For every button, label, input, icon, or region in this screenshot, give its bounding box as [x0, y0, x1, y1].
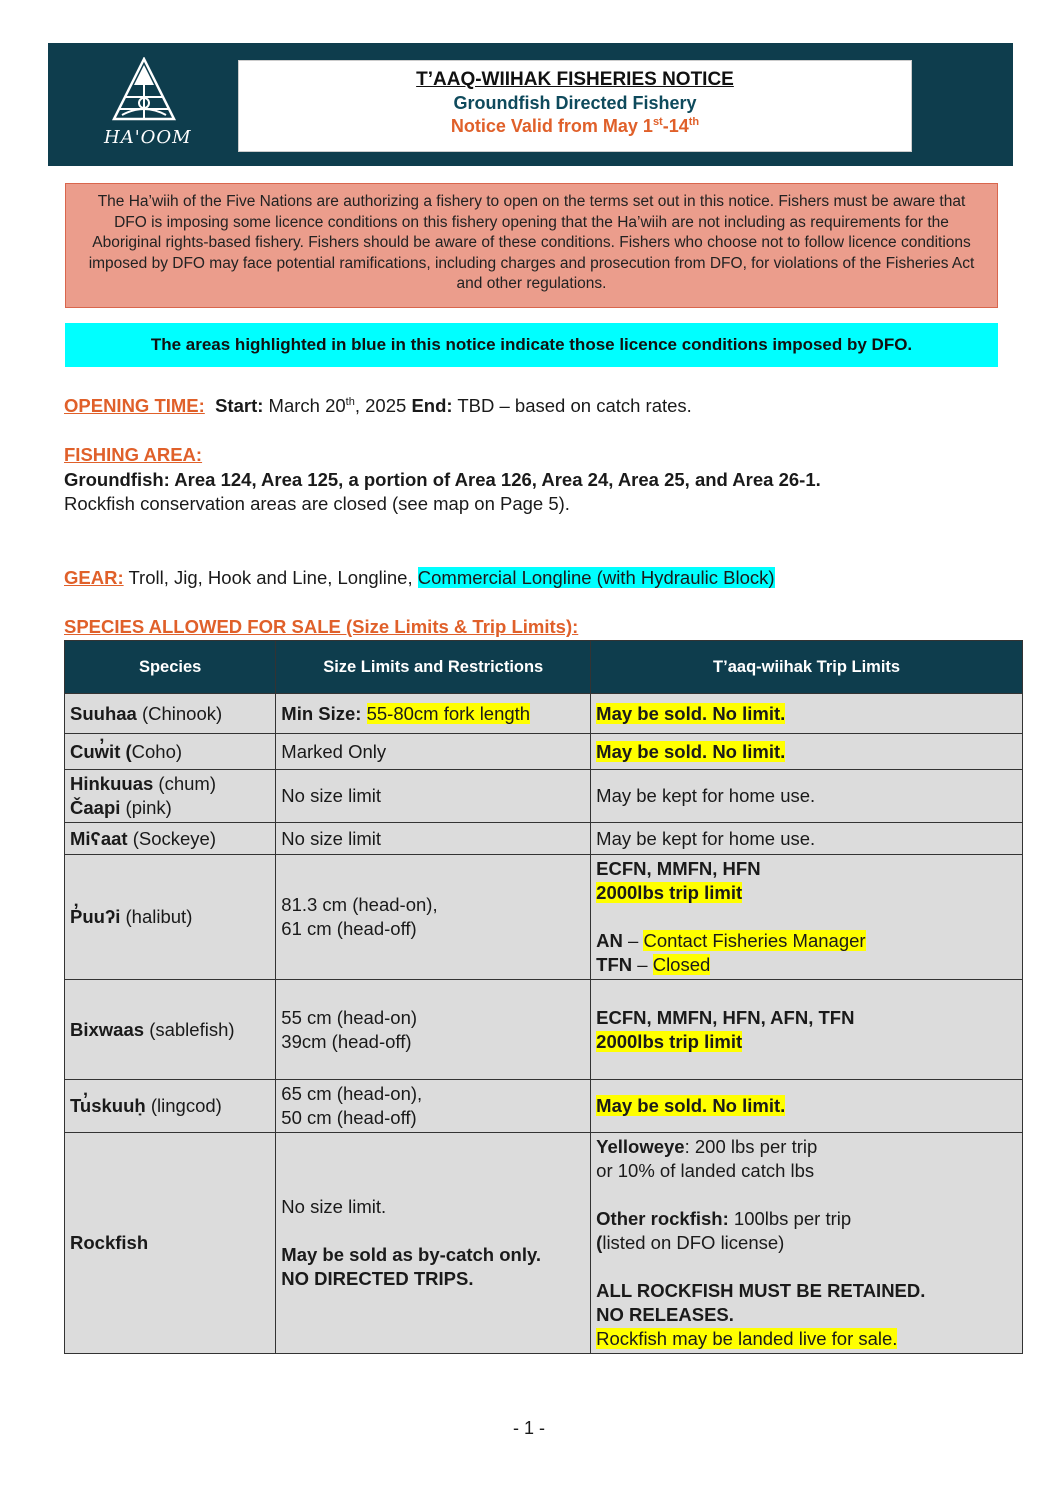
col-trip-limits: T’aaq-wiihak Trip Limits: [591, 641, 1023, 694]
table-row: Tu̓skuuḥ (lingcod) 65 cm (head-on), 50 cm (head-off) May be sold. No limit.: [65, 1080, 1023, 1133]
haoom-logo: [104, 57, 192, 155]
table-row: Bixwaas (sablefish) 55 cm (head-on) 39cm (head-off) ECFN, MMFN, HFN, AFN, TFN 2000lbs trip limit: [65, 980, 1023, 1080]
logo-wordmark: HA'OOM: [104, 127, 192, 148]
table-header-row: [65, 641, 1023, 694]
table-row: Cuw̓it (Coho) Marked Only May be sold. No limit.: [65, 734, 1023, 770]
species-heading: SPECIES ALLOWED FOR SALE (Size Limits & Trip Limits):: [64, 616, 579, 637]
col-size-limits: Size Limits and Restrictions: [276, 641, 591, 694]
notice-subtitle: Groundfish Directed Fishery: [453, 93, 697, 113]
title-box: [238, 60, 912, 152]
gear-label: GEAR:: [64, 567, 124, 588]
fishing-area-rockfish: Rockfish conservation areas are closed (see map on Page 5).: [64, 493, 570, 514]
table-row: Rockfish No size limit. May be sold as by-catch only. NO DIRECTED TRIPS. Yelloweye: 200 lbs per trip or 10% of landed catch lbs Other rockfish: 100lbs per trip (listed on DFO license) ALL ROCKFISH MUST BE RETAINED. NO RELEASES. Rockfish may be landed live for sale.: [65, 1133, 1023, 1354]
table-row: P̓uuʔi (halibut) 81.3 cm (head-on), 61 cm (head-off) ECFN, MMFN, HFN 2000lbs trip limit AN – Contact Fisheries Manager TFN – Closed: [65, 855, 1023, 980]
opening-time-line: OPENING TIME: Start: March 20th, 2025 End: TBD – based on catch rates.: [64, 395, 692, 416]
gear-line: GEAR: Troll, Jig, Hook and Line, Longline, Commercial Longline (with Hydraulic Block): [64, 567, 775, 588]
tree-logo-icon: [104, 57, 184, 127]
opening-time-label: OPENING TIME:: [64, 395, 205, 416]
table-row: Miʕaat (Sockeye) No size limit May be kept for home use.: [65, 823, 1023, 855]
header-banner: [48, 43, 1013, 166]
blue-highlight-note: The areas highlighted in blue in this notice indicate those licence conditions imposed by DFO.: [65, 323, 998, 367]
species-table: [64, 640, 1023, 1354]
table-row: Suuhaa (Chinook) Min Size: 55-80cm fork length May be sold. No limit.: [65, 694, 1023, 734]
notice-valid-dates: Notice Valid from May 1st-14th: [450, 116, 700, 136]
fishing-area-groundfish: Groundfish: Area 124, Area 125, a portion of Area 126, Area 24, Area 25, and Area 26-1.: [64, 469, 821, 490]
col-species: Species: [65, 641, 276, 694]
page-number: - 1 -: [512, 1418, 545, 1438]
table-row: Hinkuuas (chum) Čaapi (pink) No size limit May be kept for home use.: [65, 770, 1023, 823]
dfo-warning-box: The Ha’wiih of the Five Nations are authorizing a fishery to open on the terms set out in this notice. Fishers must be aware that DFO is imposing some licence conditions on this fishery opening that the Ha’wiih are not including as requirements for the Aboriginal rights-based fishery. Fishers should be aware of these conditions. Fishers who choose not to follow licence conditions imposed by DFO may face potential ramifications, including charges and prosecution from DFO, for violations of the Fisheries Act and other regulations.: [65, 183, 998, 308]
gear-dfo-highlight: Commercial Longline (with Hydraulic Block): [417, 567, 775, 588]
fishing-area-label: FISHING AREA:: [64, 444, 203, 465]
notice-title: T’AAQ-WIIHAK FISHERIES NOTICE: [416, 69, 734, 90]
